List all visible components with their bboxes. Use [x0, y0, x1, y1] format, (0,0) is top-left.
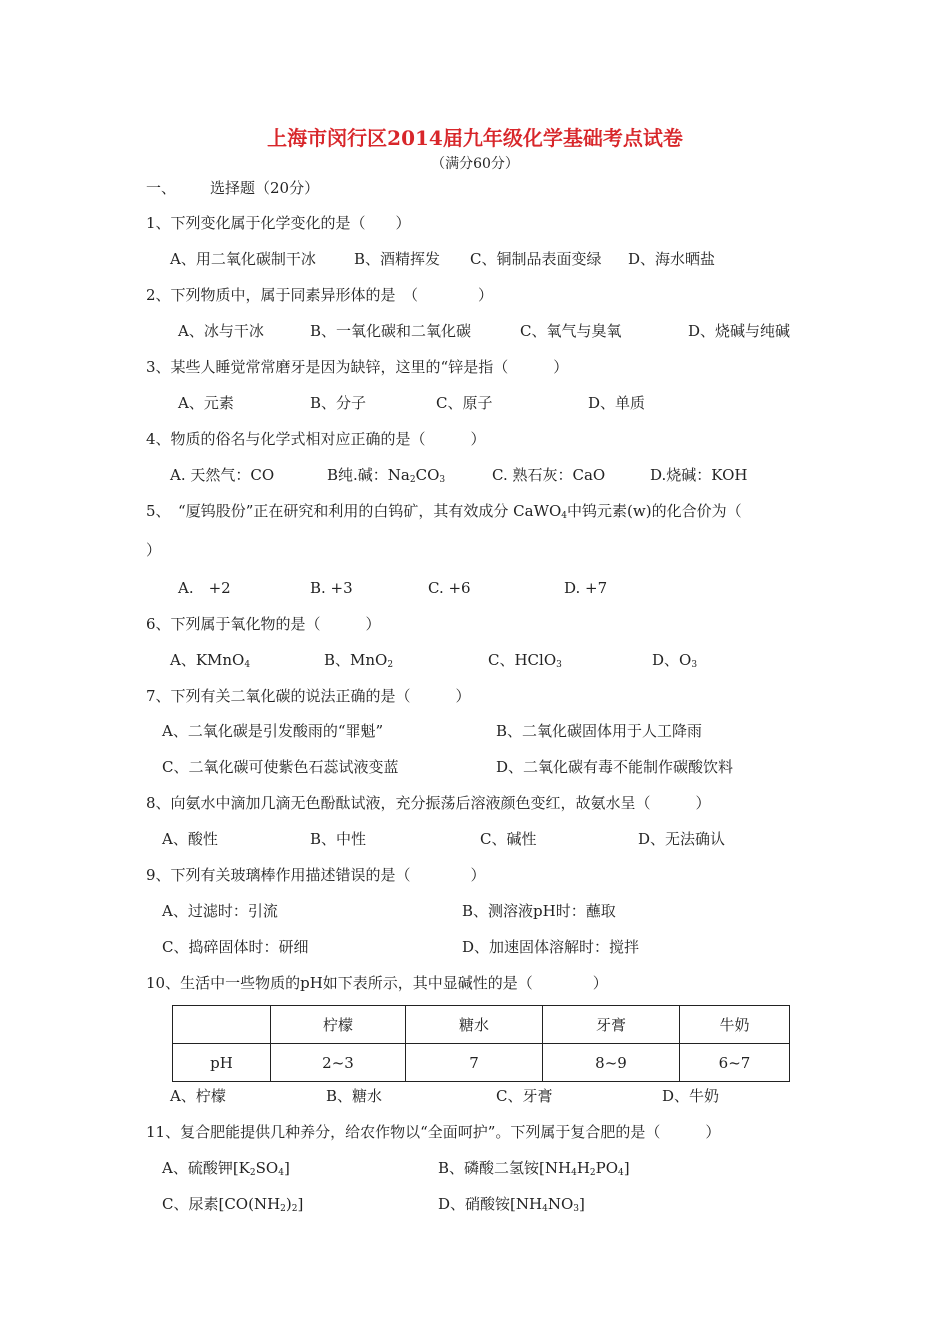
q10-option-d: D、牛奶: [662, 1087, 720, 1105]
q11-option-c: C、尿素$[CO(NH_2)_2]$: [162, 1195, 304, 1214]
q9-option-a: A、过滤时：引流: [162, 902, 278, 920]
q6-option-a: A、KMnO$_4$: [170, 651, 251, 670]
question-1-stem: 1、下列变化属于化学变化的是（ ）: [146, 214, 411, 232]
table-cell: 8~9: [543, 1044, 680, 1082]
q6-option-d: D、$O_3$: [652, 651, 698, 670]
question-5-stem: 5、 “厦钨股份”正在研究和利用的白钨矿，其有效成分 CaWO$_4$中钨元素(w)的化合价为（: [146, 502, 742, 521]
q6-option-b: B、MnO$_2$: [324, 651, 394, 670]
question-8-stem: 8、向氨水中滴加几滴无色酚酞试液，充分振荡后溶液颜色变红，故氨水呈（ ）: [146, 794, 711, 812]
q10-option-b: B、糖水: [326, 1087, 383, 1105]
question-7-stem: 7、下列有关二氧化碳的说法正确的是（ ）: [146, 687, 471, 705]
q8-option-c: C、碱性: [480, 830, 537, 848]
section-number: 一、: [146, 179, 177, 197]
q1-option-c: C、铜制品表面变绿: [470, 250, 602, 268]
table-cell: 6~7: [680, 1044, 790, 1082]
q2-option-a: A、冰与干冰: [178, 322, 264, 340]
q6-option-c: C、HClO$_3$: [488, 651, 562, 670]
q1-option-a: A、用二氧化碳制干冰: [170, 250, 316, 268]
section-title: 选择题（20分）: [210, 179, 320, 197]
q7-option-c: C、二氧化碳可使紫色石蕊试液变蓝: [162, 758, 399, 776]
ph-table: [172, 1005, 790, 1082]
q10-option-c: C、牙膏: [496, 1087, 553, 1105]
question-4-stem: 4、物质的俗名与化学式相对应正确的是（ ）: [146, 430, 486, 448]
q11-option-a: A、硫酸钾$[K_2SO_4]$: [162, 1159, 290, 1178]
q5-option-a: A. +2: [178, 579, 231, 597]
q8-option-a: A、酸性: [162, 830, 218, 848]
q1-option-b: B、酒精挥发: [354, 250, 441, 268]
question-9-stem: 9、下列有关玻璃棒作用描述错误的是（ ）: [146, 866, 486, 884]
table-cell: 柠檬: [271, 1006, 406, 1044]
q9-option-d: D、加速固体溶解时：搅拌: [462, 938, 640, 956]
q8-option-d: D、无法确认: [638, 830, 726, 848]
question-2-stem: 2、下列物质中，属于同素异形体的是 （ ）: [146, 286, 494, 304]
question-11-stem: 11、复合肥能提供几种养分，给农作物以“全面呵护”。下列属于复合肥的是（ ）: [146, 1123, 721, 1141]
table-cell: 牙膏: [543, 1006, 680, 1044]
q3-option-b: B、分子: [310, 394, 367, 412]
q11-option-d: D、硝酸铵$[NH_4NO_3]$: [438, 1195, 585, 1214]
q11-option-b: B、磷酸二氢铵$[NH_4H_2PO_4]$: [438, 1159, 630, 1178]
q2-option-d: D、烧碱与纯碱: [688, 322, 791, 340]
table-row: [173, 1044, 790, 1082]
q5-option-b: B. +3: [310, 579, 353, 597]
q4-option-b: B纯.碱：$Na_2CO_3$: [327, 466, 446, 485]
q4-option-d: D.烧碱：KOH: [650, 466, 748, 484]
q7-option-a: A、二氧化碳是引发酸雨的“罪魁”: [162, 722, 384, 740]
q4-option-a: A. 天然气：CO: [170, 466, 275, 484]
full-score-note: （满分60分）: [431, 156, 519, 172]
table-cell: 7: [406, 1044, 543, 1082]
table-header-row: [173, 1006, 790, 1044]
table-cell: pH: [173, 1044, 271, 1082]
table-cell: 2~3: [271, 1044, 406, 1082]
q1-option-d: D、海水晒盐: [628, 250, 716, 268]
q8-option-b: B、中性: [310, 830, 367, 848]
q9-option-c: C、捣碎固体时：研细: [162, 938, 309, 956]
q3-option-d: D、单质: [588, 394, 646, 412]
question-3-stem: 3、某些人睡觉常常磨牙是因为缺锌，这里的“锌是指（ ）: [146, 358, 569, 376]
q5-option-c: C. +6: [428, 579, 471, 597]
q7-option-d: D、二氧化碳有毒不能制作碳酸饮料: [496, 758, 734, 776]
page-title: 上海市闵行区2014届九年级化学基础考点试卷: [267, 126, 683, 150]
question-10-stem: 10、生活中一些物质的pH如下表所示，其中显碱性的是（ ）: [146, 974, 608, 992]
q2-option-b: B、一氧化碳和二氧化碳: [310, 322, 472, 340]
q5-option-d: D. +7: [564, 579, 608, 597]
q4-option-c: C. 熟石灰：CaO: [492, 466, 606, 484]
q9-option-b: B、测溶液pH时：蘸取: [462, 902, 616, 920]
table-cell: 糖水: [406, 1006, 543, 1044]
question-5-stem-continued: ）: [146, 541, 162, 559]
q7-option-b: B、二氧化碳固体用于人工降雨: [496, 722, 703, 740]
q2-option-c: C、氧气与臭氧: [520, 322, 622, 340]
q10-option-a: A、柠檬: [170, 1087, 226, 1105]
table-cell: [173, 1006, 271, 1044]
q3-option-a: A、元素: [178, 394, 234, 412]
question-6-stem: 6、下列属于氧化物的是（ ）: [146, 615, 381, 633]
table-cell: 牛奶: [680, 1006, 790, 1044]
q3-option-c: C、原子: [436, 394, 493, 412]
